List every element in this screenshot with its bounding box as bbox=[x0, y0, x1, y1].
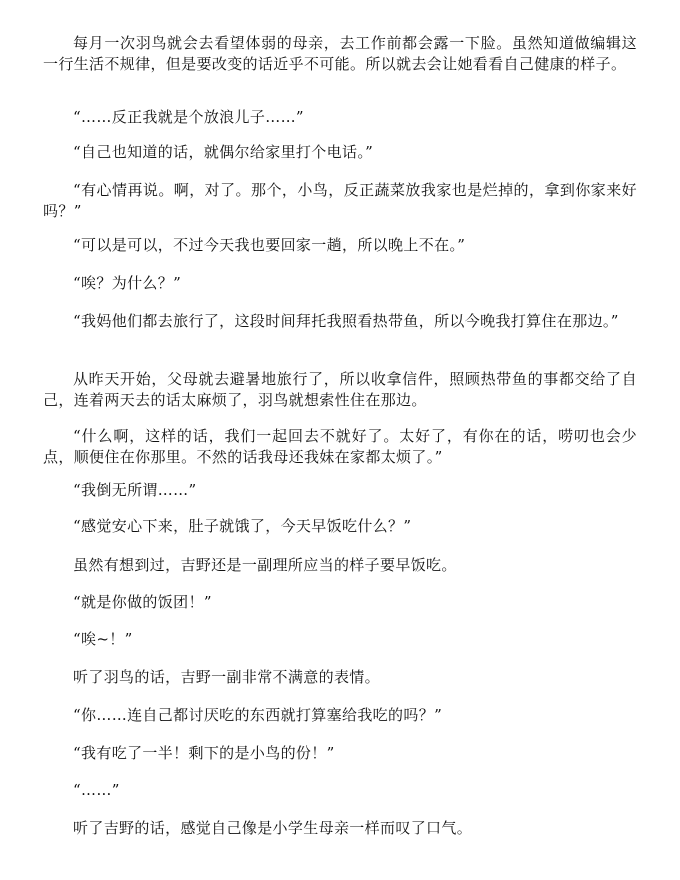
paragraph: 虽然有想到过，吉野还是一副理所应当的样子要早饭吃。 bbox=[73, 556, 457, 574]
paragraph: 从昨天开始，父母就去避暑地旅行了，所以收拿信件，照顾热带鱼的事都交给了自己，连着两天去的话太麻烦了，羽鸟就想索性住在那边。 bbox=[43, 370, 637, 409]
paragraph: 听了吉野的话，感觉自己像是小学生母亲一样而叹了口气。 bbox=[73, 819, 473, 837]
paragraph: “我有吃了一半！剩下的是小鸟的份！” bbox=[73, 744, 335, 762]
paragraph: “什么啊，这样的话，我们一起回去不就好了。太好了，有你在的话，唠叨也会少点，顺便住在你那里。不然的话我母还我妹在家都太烦了。” bbox=[43, 427, 637, 466]
paragraph: “有心情再说。啊，对了。那个，小鸟，反正蔬菜放我家也是烂掉的，拿到你家来好吗？” bbox=[43, 181, 637, 220]
paragraph: “……反正我就是个放浪儿子……” bbox=[73, 108, 304, 126]
paragraph: “唉~！” bbox=[73, 630, 133, 648]
paragraph: “我妈他们都去旅行了，这段时间拜托我照看热带鱼，所以今晚我打算住在那边。” bbox=[73, 312, 619, 330]
paragraph: “我倒无所谓……” bbox=[73, 481, 197, 499]
paragraph: “就是你做的饭团！” bbox=[73, 593, 212, 611]
paragraph: “你……连自己都讨厌吃的东西就打算塞给我吃的吗？” bbox=[73, 706, 443, 724]
paragraph: “唉？为什么？” bbox=[73, 274, 182, 292]
paragraph: “自己也知道的话，就偶尔给家里打个电话。” bbox=[73, 143, 374, 161]
paragraph: 听了羽鸟的话，吉野一副非常不满意的表情。 bbox=[73, 668, 381, 686]
paragraph: “可以是可以，不过今天我也要回家一趟，所以晚上不在。” bbox=[73, 236, 466, 254]
paragraph: “感觉安心下来，肚子就饿了，今天早饭吃什么？” bbox=[73, 517, 412, 535]
paragraph: “……” bbox=[73, 781, 120, 799]
paragraph: 每月一次羽鸟就会去看望体弱的母亲，去工作前都会露一下脸。虽然知道做编辑这一行生活不规律，但是要改变的话近乎不可能。所以就去会让她看看自己健康的样子。 bbox=[43, 34, 637, 73]
